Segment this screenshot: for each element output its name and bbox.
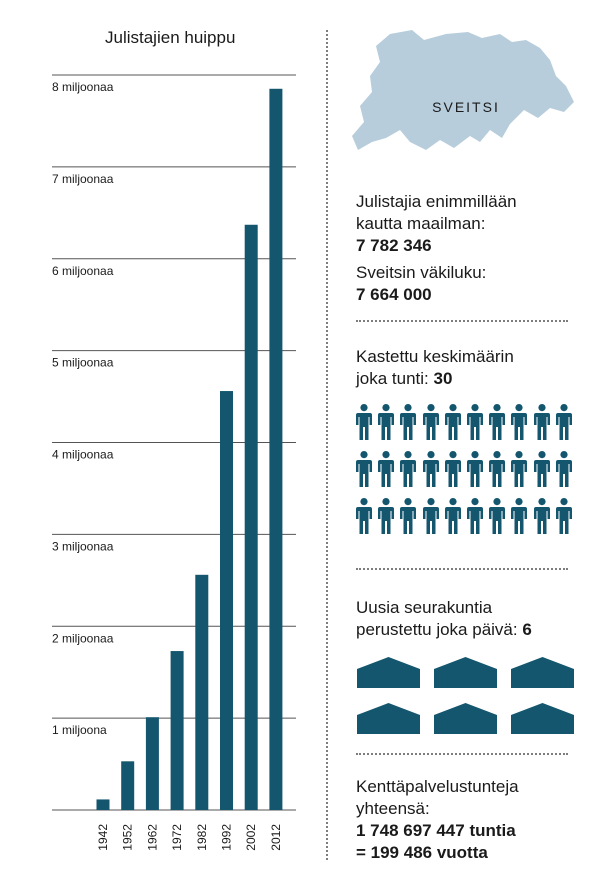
stat-hours-value: 1 748 697 447 tuntia <box>356 821 516 840</box>
bar-1952 <box>121 761 134 810</box>
stat-population-label: Sveitsin väkiluku: <box>356 263 487 282</box>
bar-1962 <box>146 717 159 810</box>
stat-baptized-value: 30 <box>433 369 453 388</box>
x-tick-label: 2002 <box>244 824 259 851</box>
bar-1942 <box>97 799 110 810</box>
stat-years-value: = 199 486 vuotta <box>356 843 488 862</box>
stat-congregations-value: 6 <box>522 620 532 639</box>
bar-1972 <box>171 651 184 810</box>
bar-2002 <box>245 225 258 810</box>
y-tick-label: 6 miljoonaa <box>52 263 114 278</box>
y-tick-label: 3 miljoonaa <box>52 539 114 554</box>
stat-baptized-label-1: Kastettu keskimäärin <box>356 347 514 366</box>
x-tick-label: 1972 <box>170 824 185 851</box>
map-label: SVEITSI <box>432 99 500 115</box>
y-tick-label: 8 miljoonaa <box>52 80 114 94</box>
stat-hours-label-1: Kenttäpalvelustunteja <box>356 777 519 796</box>
stat-publishers-label-1: Julistajia enimmillään <box>356 192 517 211</box>
section-divider <box>356 753 568 755</box>
stat-baptized-label-2 <box>356 368 452 390</box>
section-divider <box>356 568 568 570</box>
stat-baptized-text: joka tunti: <box>356 369 434 388</box>
bar-1992 <box>220 391 233 810</box>
section-divider <box>356 320 568 322</box>
stat-publishers-value: 7 782 346 <box>356 236 432 255</box>
stat-population-value: 7 664 000 <box>356 285 432 304</box>
x-tick-label: 1982 <box>194 824 209 851</box>
y-tick-label: 1 miljoona <box>52 723 107 738</box>
x-tick-label: 1952 <box>120 824 135 851</box>
vertical-divider <box>326 30 328 860</box>
stat-congregations-text: perustettu joka päivä: <box>356 620 523 639</box>
x-tick-label: 1962 <box>145 824 160 851</box>
y-tick-label: 2 miljoonaa <box>52 631 114 646</box>
stat-congregations-label-2 <box>356 619 532 641</box>
switzerland-map <box>350 26 580 166</box>
stat-congregations-label-1: Uusia seurakuntia <box>356 598 493 617</box>
switzerland-shape <box>352 30 574 150</box>
people-grid <box>356 404 576 540</box>
y-tick-label: 7 miljoonaa <box>52 171 114 186</box>
bar-2012 <box>269 89 282 810</box>
x-tick-label: 1942 <box>96 824 110 851</box>
stat-publishers-label-2: kautta maailman: <box>356 214 486 233</box>
x-tick-label: 2012 <box>268 824 283 851</box>
y-tick-label: 4 miljoonaa <box>52 447 114 462</box>
chart-title: Julistajien huippu <box>105 28 236 47</box>
x-tick-label: 1992 <box>219 824 234 851</box>
y-tick-label: 5 miljoonaa <box>52 355 114 370</box>
bar-1982 <box>195 575 208 810</box>
stat-hours-label-2: yhteensä: <box>356 799 430 818</box>
